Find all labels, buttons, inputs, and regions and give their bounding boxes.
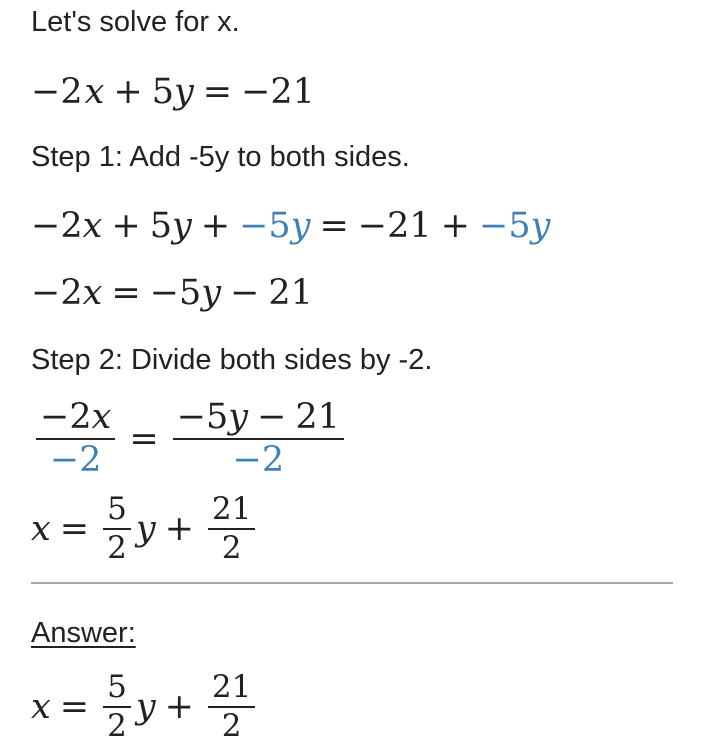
denominator: 2	[221, 530, 242, 566]
added-term: −5	[479, 206, 531, 246]
equals-sign: =	[111, 273, 141, 313]
fraction	[103, 669, 131, 744]
equals-sign: =	[202, 72, 233, 112]
added-variable: y	[530, 206, 551, 246]
term: 5	[151, 72, 174, 112]
numerator: 21	[208, 672, 255, 708]
step-2-label: Step 2: Divide both sides by -2.	[31, 344, 433, 376]
variable: y	[135, 687, 156, 727]
operator: −	[230, 273, 260, 313]
right-fraction	[173, 397, 344, 480]
answer-label: Answer:	[31, 617, 136, 649]
variable: x	[82, 206, 103, 246]
numerator: 21	[208, 494, 255, 530]
numerator	[36, 397, 115, 440]
left-fraction	[36, 397, 115, 480]
numerator	[173, 397, 344, 440]
operator: +	[164, 509, 194, 549]
fraction	[208, 669, 255, 744]
step-1-label: Step 1: Add -5y to both sides.	[31, 141, 410, 173]
divider	[31, 582, 673, 584]
term: −5	[176, 397, 229, 437]
term: −2	[31, 206, 83, 246]
variable: x	[91, 397, 112, 437]
numerator: 5	[103, 494, 131, 530]
denominator: 2	[221, 708, 242, 744]
operator: +	[440, 206, 470, 246]
variable: x	[31, 509, 51, 549]
term: −21	[357, 206, 432, 246]
variable: y	[228, 397, 249, 437]
operator: +	[111, 206, 141, 246]
step-2-result	[31, 491, 260, 566]
added-variable: y	[290, 206, 311, 246]
step-1-result	[31, 273, 313, 313]
variable: x	[82, 273, 103, 313]
variable: y	[201, 273, 222, 313]
term: −2	[40, 397, 92, 437]
term: −21	[241, 72, 315, 112]
variable: y	[173, 72, 194, 112]
step-2-fraction-equation	[31, 397, 349, 480]
term: 21	[295, 397, 340, 437]
operator: −	[257, 397, 287, 437]
variable: y	[135, 509, 156, 549]
term: −5	[149, 273, 202, 313]
term: 21	[268, 273, 313, 313]
original-equation	[31, 72, 315, 112]
denominator: −2	[232, 440, 285, 480]
equals-sign: =	[59, 509, 90, 549]
operator: +	[164, 687, 194, 727]
term: 5	[149, 206, 172, 246]
equals-sign: =	[129, 419, 159, 459]
equals-sign: =	[59, 687, 90, 727]
added-term: −5	[239, 206, 291, 246]
operator: +	[200, 206, 231, 246]
equals-sign: =	[319, 206, 349, 246]
intro-text: Let's solve for x.	[31, 6, 240, 38]
numerator: 5	[103, 672, 131, 708]
variable: y	[171, 206, 192, 246]
variable: x	[84, 72, 105, 112]
fraction	[208, 491, 255, 566]
denominator: −2	[49, 440, 102, 480]
variable: x	[31, 687, 51, 727]
term: −2	[31, 273, 83, 313]
term: −2	[31, 72, 83, 112]
denominator: 2	[107, 530, 127, 566]
operator: +	[113, 72, 143, 112]
answer-equation	[31, 669, 260, 744]
fraction	[103, 491, 131, 566]
step-1-equation	[31, 206, 550, 246]
denominator: 2	[107, 708, 127, 744]
